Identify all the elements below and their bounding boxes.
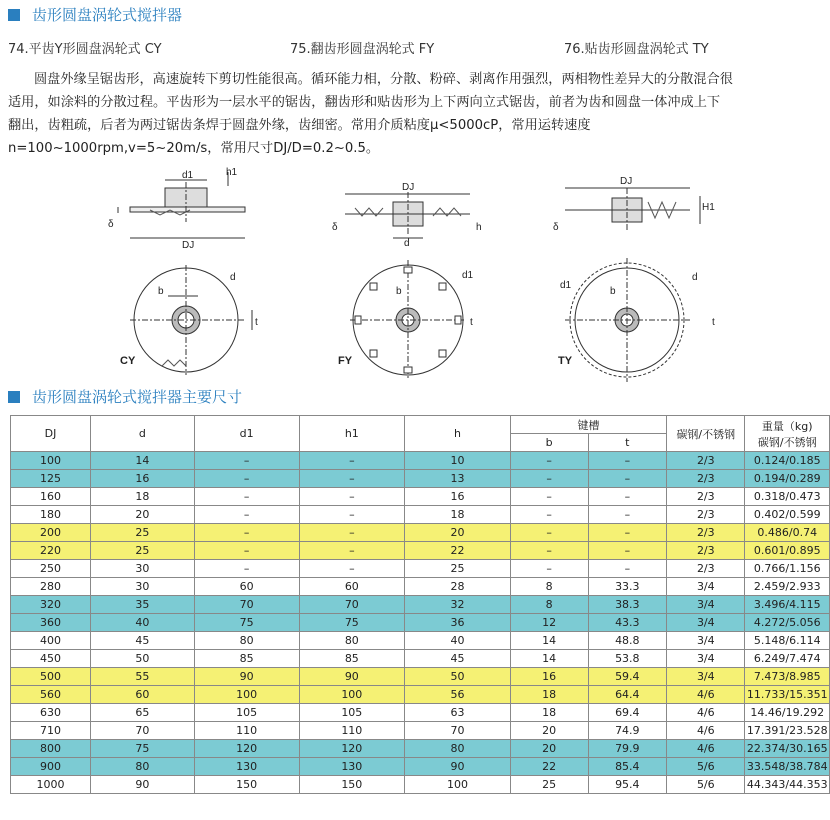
cell-t: 69.4 xyxy=(588,704,667,722)
cell-w: 0.486/0.74 xyxy=(745,524,830,542)
cell-w: 2.459/2.933 xyxy=(745,578,830,596)
table-row xyxy=(11,524,830,542)
cell-m: 4/6 xyxy=(667,686,745,704)
cell-b: – xyxy=(510,542,588,560)
cell-d1: 75 xyxy=(194,614,299,632)
cell-d1: 60 xyxy=(194,578,299,596)
cell-w: 17.391/23.528 xyxy=(745,722,830,740)
cell-m: 2/3 xyxy=(667,542,745,560)
description-line: 圆盘外缘呈锯齿形，高速旋转下剪切性能很高。循环能力相，分散、粉碎、剥离作用强烈，两相物性差异大的分散混合很 xyxy=(34,72,733,87)
label-b: b xyxy=(610,286,616,297)
cell-d: 30 xyxy=(91,578,195,596)
table-row xyxy=(11,776,830,794)
cell-h: 45 xyxy=(405,650,511,668)
cell-b: 18 xyxy=(510,686,588,704)
label-dj: DJ xyxy=(402,182,415,193)
cell-dj: 400 xyxy=(11,632,91,650)
cell-d: 45 xyxy=(91,632,195,650)
cell-h1: 120 xyxy=(299,740,405,758)
cell-m: 2/3 xyxy=(667,452,745,470)
cell-w: 14.46/19.292 xyxy=(745,704,830,722)
cell-b: 22 xyxy=(510,758,588,776)
cell-t: 53.8 xyxy=(588,650,667,668)
cy-side-view xyxy=(118,172,245,238)
header-weight xyxy=(745,416,830,452)
cell-h1: 130 xyxy=(299,758,405,776)
cell-h: 16 xyxy=(405,488,511,506)
cell-d: 25 xyxy=(91,524,195,542)
cell-d1: – xyxy=(194,524,299,542)
label-dj: DJ xyxy=(620,176,633,187)
cell-m: 2/3 xyxy=(667,560,745,578)
cell-b: 16 xyxy=(510,668,588,686)
cell-d1: – xyxy=(194,470,299,488)
cell-t: 38.3 xyxy=(588,596,667,614)
table-row xyxy=(11,506,830,524)
cell-d: 70 xyxy=(91,722,195,740)
table-row xyxy=(11,650,830,668)
header-d1: d1 xyxy=(194,416,299,452)
cell-t: – xyxy=(588,470,667,488)
cell-h: 28 xyxy=(405,578,511,596)
cell-dj: 450 xyxy=(11,650,91,668)
header-d: d xyxy=(91,416,195,452)
table-row xyxy=(11,758,830,776)
cell-dj: 900 xyxy=(11,758,91,776)
cell-dj: 560 xyxy=(11,686,91,704)
cell-dj: 200 xyxy=(11,524,91,542)
label-t: t xyxy=(470,317,473,328)
cell-t: – xyxy=(588,542,667,560)
cell-m: 2/3 xyxy=(667,506,745,524)
label-fy: FY xyxy=(338,355,353,367)
header-dj: DJ xyxy=(11,416,91,452)
label-h: h xyxy=(476,222,482,233)
description-line: n=100~1000rpm,v=5~20m/s，常用尺寸DJ/D=0.2~0.5。 xyxy=(8,141,380,156)
cell-h: 22 xyxy=(405,542,511,560)
cell-dj: 1000 xyxy=(11,776,91,794)
cell-w: 0.124/0.185 xyxy=(745,452,830,470)
cell-d: 65 xyxy=(91,704,195,722)
cell-m: 3/4 xyxy=(667,650,745,668)
description-line: 适用，如涂料的分散过程。平齿形为一层水平的锯齿，翻齿形和贴齿形为上下两向立式锯齿，前者为齿和圆盘一体冲成上下 xyxy=(8,95,721,110)
table-row xyxy=(11,722,830,740)
cell-b: 8 xyxy=(510,578,588,596)
cell-d1: – xyxy=(194,488,299,506)
table-body xyxy=(11,452,830,794)
cell-b: 14 xyxy=(510,650,588,668)
cell-b: 8 xyxy=(510,596,588,614)
cell-h: 63 xyxy=(405,704,511,722)
cell-m: 5/6 xyxy=(667,776,745,794)
cell-dj: 500 xyxy=(11,668,91,686)
cell-m: 5/6 xyxy=(667,758,745,776)
cell-d1: 90 xyxy=(194,668,299,686)
label-cy: CY xyxy=(120,355,136,367)
cell-d1: 105 xyxy=(194,704,299,722)
cell-m: 3/4 xyxy=(667,668,745,686)
cell-b: 18 xyxy=(510,704,588,722)
cell-b: – xyxy=(510,506,588,524)
cell-h: 90 xyxy=(405,758,511,776)
cell-t: 59.4 xyxy=(588,668,667,686)
header-material: 碳钢/不锈钢 xyxy=(667,416,745,452)
cell-b: 14 xyxy=(510,632,588,650)
cell-h1: 110 xyxy=(299,722,405,740)
header-h1: h1 xyxy=(299,416,405,452)
cell-d: 75 xyxy=(91,740,195,758)
cell-h1: 60 xyxy=(299,578,405,596)
cell-d1: – xyxy=(194,542,299,560)
table-row xyxy=(11,632,830,650)
cell-w: 0.318/0.473 xyxy=(745,488,830,506)
table-row xyxy=(11,488,830,506)
cell-h: 50 xyxy=(405,668,511,686)
cell-h1: – xyxy=(299,488,405,506)
type-cy-label: 74.平齿Y形圆盘涡轮式 CY xyxy=(8,42,162,57)
cell-t: 64.4 xyxy=(588,686,667,704)
label-t: t xyxy=(255,317,258,328)
label-delta: δ xyxy=(332,222,338,233)
table-row xyxy=(11,614,830,632)
cell-w: 11.733/15.351 xyxy=(745,686,830,704)
cell-h: 80 xyxy=(405,740,511,758)
label-d1: d1 xyxy=(560,280,572,291)
table-row xyxy=(11,560,830,578)
cell-b: 20 xyxy=(510,740,588,758)
table-row xyxy=(11,578,830,596)
cell-b: – xyxy=(510,524,588,542)
cell-w: 6.249/7.474 xyxy=(745,650,830,668)
table-row xyxy=(11,542,830,560)
cell-d1: – xyxy=(194,506,299,524)
header-b: b xyxy=(510,434,588,452)
cell-m: 2/3 xyxy=(667,488,745,506)
label-d: d xyxy=(404,238,410,249)
section-title-text: 齿形圆盘涡轮式搅拌器主要尺寸 xyxy=(32,388,243,406)
cell-m: 3/4 xyxy=(667,614,745,632)
cell-h1: 80 xyxy=(299,632,405,650)
cell-dj: 800 xyxy=(11,740,91,758)
cell-d: 16 xyxy=(91,470,195,488)
cell-w: 0.766/1.156 xyxy=(745,560,830,578)
cell-h: 36 xyxy=(405,614,511,632)
label-h1: h1 xyxy=(226,167,238,178)
cell-m: 3/4 xyxy=(667,596,745,614)
cell-b: 20 xyxy=(510,722,588,740)
label-b: b xyxy=(396,286,402,297)
cell-h: 32 xyxy=(405,596,511,614)
cell-t: 74.9 xyxy=(588,722,667,740)
cell-dj: 180 xyxy=(11,506,91,524)
cell-d: 20 xyxy=(91,506,195,524)
header-weight-sub: 碳钢/不锈钢 xyxy=(757,435,817,449)
cell-h1: 105 xyxy=(299,704,405,722)
cell-b: – xyxy=(510,488,588,506)
label-delta: δ xyxy=(553,222,559,233)
cell-h1: 100 xyxy=(299,686,405,704)
cell-d: 90 xyxy=(91,776,195,794)
cell-dj: 320 xyxy=(11,596,91,614)
cell-h1: 70 xyxy=(299,596,405,614)
cell-w: 0.402/0.599 xyxy=(745,506,830,524)
cell-w: 0.601/0.895 xyxy=(745,542,830,560)
cell-h1: – xyxy=(299,452,405,470)
header-keyway: 键槽 xyxy=(510,416,666,434)
cell-h1: 85 xyxy=(299,650,405,668)
label-t: t xyxy=(712,317,715,328)
table-row xyxy=(11,470,830,488)
cell-d1: 100 xyxy=(194,686,299,704)
cell-h: 100 xyxy=(405,776,511,794)
cell-dj: 630 xyxy=(11,704,91,722)
label-b: b xyxy=(158,286,164,297)
cell-d: 80 xyxy=(91,758,195,776)
table-row xyxy=(11,704,830,722)
header-weight-label: 重量（kg) xyxy=(761,419,813,433)
label-d: d xyxy=(692,272,698,283)
type-ty-label: 76.贴齿形圆盘涡轮式 TY xyxy=(564,42,709,57)
label-ty: TY xyxy=(558,355,573,367)
cell-d: 40 xyxy=(91,614,195,632)
cell-w: 3.496/4.115 xyxy=(745,596,830,614)
section-title-text: 齿形圆盘涡轮式搅拌器 xyxy=(32,6,183,24)
cell-t: – xyxy=(588,506,667,524)
cell-d: 14 xyxy=(91,452,195,470)
cell-w: 4.272/5.056 xyxy=(745,614,830,632)
header-t: t xyxy=(588,434,667,452)
section-marker-icon xyxy=(8,391,20,403)
cell-d1: 130 xyxy=(194,758,299,776)
cell-h: 20 xyxy=(405,524,511,542)
cell-m: 3/4 xyxy=(667,578,745,596)
cell-m: 4/6 xyxy=(667,740,745,758)
technical-drawings xyxy=(0,160,830,385)
cell-d: 18 xyxy=(91,488,195,506)
cell-m: 2/3 xyxy=(667,524,745,542)
cell-t: – xyxy=(588,524,667,542)
section-title-agitator xyxy=(8,4,182,25)
cell-dj: 160 xyxy=(11,488,91,506)
cell-t: 48.8 xyxy=(588,632,667,650)
cell-w: 7.473/8.985 xyxy=(745,668,830,686)
cell-dj: 125 xyxy=(11,470,91,488)
cell-d1: – xyxy=(194,560,299,578)
cell-h1: 75 xyxy=(299,614,405,632)
cell-t: – xyxy=(588,452,667,470)
label-delta: δ xyxy=(108,219,114,230)
dimensions-table xyxy=(10,415,830,794)
cell-b: 12 xyxy=(510,614,588,632)
cell-d: 50 xyxy=(91,650,195,668)
cell-d1: – xyxy=(194,452,299,470)
cell-b: 25 xyxy=(510,776,588,794)
cell-h1: 150 xyxy=(299,776,405,794)
cell-h: 40 xyxy=(405,632,511,650)
cell-dj: 220 xyxy=(11,542,91,560)
cell-dj: 100 xyxy=(11,452,91,470)
table-row xyxy=(11,596,830,614)
cell-d: 55 xyxy=(91,668,195,686)
cell-w: 5.148/6.114 xyxy=(745,632,830,650)
label-d: d xyxy=(230,272,236,283)
cell-dj: 280 xyxy=(11,578,91,596)
table-row xyxy=(11,668,830,686)
cell-h: 70 xyxy=(405,722,511,740)
cell-m: 3/4 xyxy=(667,632,745,650)
cell-h: 56 xyxy=(405,686,511,704)
fy-top-view xyxy=(350,260,466,380)
cell-d1: 110 xyxy=(194,722,299,740)
cell-h1: – xyxy=(299,524,405,542)
cell-m: 2/3 xyxy=(667,470,745,488)
cell-b: – xyxy=(510,452,588,470)
cell-h1: – xyxy=(299,506,405,524)
type-fy-label: 75.翻齿形圆盘涡轮式 FY xyxy=(290,42,435,57)
section-marker-icon xyxy=(8,9,20,21)
cell-h1: – xyxy=(299,542,405,560)
table-row xyxy=(11,686,830,704)
cell-m: 4/6 xyxy=(667,722,745,740)
cell-b: – xyxy=(510,560,588,578)
cell-d1: 120 xyxy=(194,740,299,758)
cell-t: – xyxy=(588,560,667,578)
section-title-dimensions xyxy=(8,386,242,407)
cell-d1: 150 xyxy=(194,776,299,794)
cell-d: 60 xyxy=(91,686,195,704)
cell-d1: 85 xyxy=(194,650,299,668)
cell-d1: 70 xyxy=(194,596,299,614)
cell-h1: – xyxy=(299,470,405,488)
cell-b: – xyxy=(510,470,588,488)
label-h1: H1 xyxy=(702,202,715,213)
ty-side-view xyxy=(565,188,700,232)
table-row xyxy=(11,740,830,758)
cell-h1: – xyxy=(299,560,405,578)
cell-w: 33.548/38.784 xyxy=(745,758,830,776)
cell-dj: 710 xyxy=(11,722,91,740)
cell-t: 43.3 xyxy=(588,614,667,632)
cell-t: – xyxy=(588,488,667,506)
cell-w: 44.343/44.353 xyxy=(745,776,830,794)
label-d1: d1 xyxy=(182,170,194,181)
fy-side-view xyxy=(345,192,470,238)
label-dj: DJ xyxy=(182,240,195,251)
cell-t: 85.4 xyxy=(588,758,667,776)
cell-d1: 80 xyxy=(194,632,299,650)
cell-h: 13 xyxy=(405,470,511,488)
cell-dj: 360 xyxy=(11,614,91,632)
cell-dj: 250 xyxy=(11,560,91,578)
cell-d: 30 xyxy=(91,560,195,578)
cell-h: 18 xyxy=(405,506,511,524)
cell-w: 22.374/30.165 xyxy=(745,740,830,758)
cell-h: 25 xyxy=(405,560,511,578)
cell-h1: 90 xyxy=(299,668,405,686)
description-line: 翻出，齿粗疏，后者为两过锯齿条焊于圆盘外缘，齿细密。常用介质粘度μ<5000cP，常用运转速度 xyxy=(8,118,591,133)
cell-w: 0.194/0.289 xyxy=(745,470,830,488)
cell-d: 35 xyxy=(91,596,195,614)
table-row xyxy=(11,452,830,470)
cell-d: 25 xyxy=(91,542,195,560)
cell-t: 79.9 xyxy=(588,740,667,758)
cell-m: 4/6 xyxy=(667,704,745,722)
ty-top-view xyxy=(565,258,690,382)
cell-t: 95.4 xyxy=(588,776,667,794)
cell-t: 33.3 xyxy=(588,578,667,596)
header-h: h xyxy=(405,416,511,452)
description xyxy=(8,68,826,160)
label-d1: d1 xyxy=(462,270,474,281)
cell-h: 10 xyxy=(405,452,511,470)
